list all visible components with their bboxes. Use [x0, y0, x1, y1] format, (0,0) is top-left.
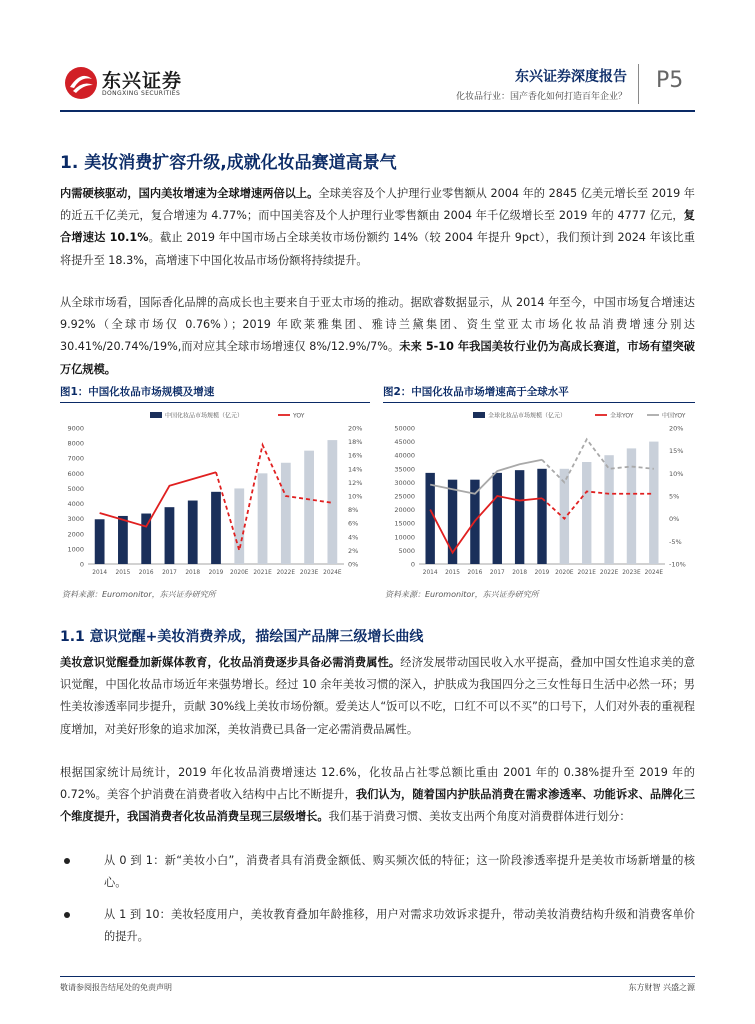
legend-label: 中国化妆品市场规模（亿元）: [165, 412, 244, 420]
chart-bar: [515, 470, 524, 564]
logo-text-cn: 东兴证券: [102, 70, 183, 92]
y-tick-label-left: 30000: [394, 478, 415, 487]
x-tick-label: 2019: [534, 570, 550, 576]
figure-1-chart: [60, 404, 370, 580]
y-tick-label-left: 1000: [67, 545, 84, 554]
chart-bar: [304, 451, 314, 564]
y-tick-label-left: 25000: [394, 492, 415, 501]
chart-bar: [425, 473, 434, 564]
y-tick-label-right: 15%: [669, 447, 684, 456]
y-tick-label-right: 0%: [669, 515, 680, 524]
y-tick-label-right: -5%: [669, 537, 682, 546]
x-tick-label: 2022E: [276, 570, 296, 576]
footer-slogan: 东方财智 兴盛之源: [628, 983, 695, 992]
x-tick-label: 2020E: [555, 570, 574, 576]
y-tick-label-left: 10000: [394, 533, 415, 542]
x-tick-label: 2018: [512, 570, 528, 576]
paragraph-2: [60, 292, 695, 381]
y-tick-label-left: 0: [79, 560, 84, 569]
x-tick-label: 2023E: [299, 570, 319, 576]
y-tick-label-right: 20%: [669, 424, 684, 433]
legend-label: YOY: [293, 412, 305, 420]
paragraph-bold: 复合增速达 10.1%: [60, 209, 695, 245]
chart-bar: [604, 455, 613, 564]
legend-label: 全球YOY: [610, 412, 634, 420]
page-number: P5: [656, 68, 684, 93]
y-tick-label-left: 9000: [67, 424, 84, 433]
paragraph-bold: 未来 5-10 年我国美妆行业仍为高成长赛道，市场有望突破万亿规模。: [60, 340, 695, 376]
bullet-text: 从 0 到 1：新“美妆小白”，消费者具有消费金额低、购买频次低的特征；这一阶段渗透率提升是美妆市场新增量的核心。: [104, 854, 695, 890]
paragraph-4: [60, 762, 695, 829]
x-tick-label: 2016: [467, 570, 483, 576]
y-tick-label-right: 0%: [348, 560, 359, 569]
y-tick-label-right: 4%: [348, 533, 359, 542]
x-tick-label: 2019: [208, 570, 224, 576]
y-tick-label-right: 10%: [348, 492, 363, 501]
chart-bar: [537, 469, 546, 564]
y-tick-label-right: 8%: [348, 506, 359, 515]
header-separator: [638, 64, 639, 104]
y-tick-label-right: 18%: [348, 438, 363, 447]
legend-swatch: [473, 412, 485, 418]
chart-series-line: [100, 472, 216, 526]
header-rule: [60, 110, 695, 112]
y-tick-label-right: 20%: [348, 424, 363, 433]
chart-bar: [188, 501, 198, 564]
y-tick-label-left: 20000: [394, 506, 415, 515]
paragraph-text: 全球美容及个人护理行业零售额从 2004 年的 2845 亿美元增长至 2019 年的近五千亿美元，复合增速为 4.77%；而中国美容及个人护理行业零售额由 2004 年千亿级增长至 2019 年的 4777 亿元，: [60, 187, 695, 223]
y-tick-label-right: -10%: [669, 560, 686, 569]
y-tick-label-right: 12%: [348, 478, 363, 487]
x-tick-label: 2016: [138, 570, 154, 576]
x-tick-label: 2021E: [577, 570, 596, 576]
figure-2-chart: [383, 404, 695, 580]
chart-bar: [281, 463, 291, 564]
y-tick-label-right: 2%: [348, 546, 359, 555]
y-tick-label-left: 8000: [67, 439, 84, 448]
chart-series-line-forecast: [542, 439, 654, 482]
chart-bar: [211, 492, 221, 564]
bullet-item: [60, 904, 695, 950]
report-type: 东兴证券深度报告: [515, 69, 627, 85]
y-tick-label-left: 45000: [394, 438, 415, 447]
y-tick-label-left: 40000: [394, 451, 415, 460]
y-tick-label-left: 6000: [67, 469, 84, 478]
x-tick-label: 2015: [115, 570, 131, 576]
chart-bar: [234, 488, 244, 564]
chart-bar: [582, 462, 591, 564]
y-tick-label-left: 7000: [67, 454, 84, 463]
paragraph-text: 我们基于消费习惯、美妆支出两个角度对消费群体进行划分：: [328, 810, 631, 824]
x-tick-label: 2015: [445, 570, 460, 576]
y-tick-label-right: 16%: [348, 451, 363, 460]
paragraph-lead: 内需硬核驱动，国内美妆增速为全球增速两倍以上。: [60, 187, 319, 200]
x-tick-label: 2020E: [230, 570, 249, 576]
chart-bar: [118, 516, 128, 564]
figure-1-title: 图1：中国化妆品市场规模及增速: [60, 386, 215, 398]
subsection-heading: 1.1 意识觉醒+美妆消费养成，描绘国产品牌三级增长曲线: [60, 629, 424, 645]
legend-swatch: [150, 412, 162, 418]
paragraph-text: 根据国家统计局统计，2019 年化妆品消费增速达 12.6%，化妆品占社零总额比重由 2001 年的 0.38%提升至 2019 年的 0.72%。美容个护消费在消费者收入结构中占比不断提升，: [60, 766, 695, 802]
section-heading: 1. 美妆消费扩容升级,成就化妆品赛道高景气: [60, 153, 397, 173]
figure-1-rule: [60, 402, 370, 403]
x-tick-label: 2017: [489, 570, 505, 576]
figure-1-source: 资料来源：Euromonitor，东兴证券研究所: [62, 590, 216, 599]
paragraph-text: 从全球市场看，国际香化品牌的高成长也主要来自于亚太市场的推动。据欧睿数据显示，从 2014 年至今，中国市场复合增速达 9.92%（全球市场仅 0.76%）；2019 年欧莱雅集团、雅诗兰黛集团、资生堂亚太市场化妆品消费增速分别达 30.41%/20.74%/19%,而对应其全球市场增速仅 8%/12.9%/7%。: [60, 296, 695, 354]
logo-text-en: DONGXING SECURITIES: [102, 90, 181, 97]
footer-disclaimer: 敬请参阅报告结尾处的免责声明: [60, 983, 172, 992]
paragraph-3: [60, 652, 695, 741]
y-tick-label-right: 10%: [669, 469, 684, 478]
chart-bar: [493, 473, 502, 564]
y-tick-label-left: 3000: [67, 515, 84, 524]
figure-2-rule: [383, 402, 695, 403]
paragraph-text: 。截止 2019 年中国市场占全球美妆市场份额约 14%（较 2004 年提升 9pct），我们预计到 2024 年该比重将提升至 18.3%，高增速下中国化妆品市场份额将持续提升。: [60, 231, 695, 267]
paragraph-text: 经济发展带动国民收入水平提高，叠加中国女性追求美的意识觉醒，中国化妆品市场近年来强势增长。经过 10 余年美妆习惯的深入，护肤成为我国四分之三女性每日生活中必然一环；男性美妆渗透率同步提升，贡献 30%线上美妆市场份额。爱美达人“饭可以不吃，口红不可以不买”的口号下，人们对外表的重视程度增加，对美好形象的追求加深，美妆消费已具备一定必需消费品属性。: [60, 656, 695, 736]
chart-series-line-forecast: [216, 445, 332, 550]
bullet-dot-icon: [64, 912, 70, 918]
paragraph-1: [60, 183, 695, 272]
legend-label: 中国YOY: [662, 412, 686, 420]
x-tick-label: 2017: [162, 570, 177, 576]
y-tick-label-left: 4000: [67, 500, 84, 509]
y-tick-label-left: 2000: [67, 530, 84, 539]
y-tick-label-right: 6%: [348, 519, 359, 528]
report-subtitle: 化妆品行业：国产香化如何打造百年企业？: [455, 92, 627, 102]
chart-bar: [95, 519, 105, 564]
chart-bar: [627, 448, 636, 564]
x-tick-label: 2021E: [253, 570, 272, 576]
y-tick-label-left: 0: [410, 560, 415, 569]
footer-rule: [60, 976, 695, 977]
x-tick-label: 2018: [185, 570, 201, 576]
chart-bar: [165, 507, 175, 564]
y-tick-label-right: 14%: [348, 465, 363, 474]
bullet-dot-icon: [64, 858, 70, 864]
paragraph-bold: 我们认为，随着国内护肤品消费在需求渗透率、功能诉求、品牌化三个维度提升，我国消费者化妆品消费呈现三层级增长。: [60, 788, 695, 824]
bullet-text: 从 1 到 10：美妆轻度用户，美妆教育叠加年龄推移，用户对需求功效诉求提升，带动美妆消费结构升级和消费客单价的提升。: [104, 908, 695, 944]
x-tick-label: 2014: [92, 570, 108, 576]
chart-bar: [649, 442, 658, 564]
chart-series-line: [430, 460, 542, 494]
x-tick-label: 2023E: [622, 570, 641, 576]
chart-series-line: [430, 496, 542, 553]
chart-series-line-forecast: [542, 491, 654, 518]
x-tick-label: 2024E: [323, 570, 342, 576]
paragraph-lead: 美妆意识觉醒叠加新媒体教育，化妆品消费逐步具备必需消费属性。: [60, 656, 401, 669]
y-tick-label-right: 5%: [669, 492, 680, 501]
x-tick-label: 2024E: [644, 570, 664, 576]
y-tick-label-left: 50000: [394, 424, 415, 433]
x-tick-label: 2022E: [599, 570, 619, 576]
company-logo-icon: [64, 66, 98, 100]
y-tick-label-left: 5000: [398, 546, 415, 555]
x-tick-label: 2014: [422, 570, 438, 576]
legend-label: 全球化妆品市场规模（亿元）: [488, 412, 567, 420]
figure-2-source: 资料来源：Euromonitor，东兴证券研究所: [385, 590, 539, 599]
figure-2-title: 图2：中国化妆品市场增速高于全球水平: [383, 386, 569, 398]
y-tick-label-left: 35000: [394, 465, 415, 474]
y-tick-label-left: 15000: [394, 519, 415, 528]
chart-bar: [258, 473, 268, 564]
y-tick-label-left: 5000: [67, 484, 84, 493]
bullet-item: [60, 850, 695, 896]
